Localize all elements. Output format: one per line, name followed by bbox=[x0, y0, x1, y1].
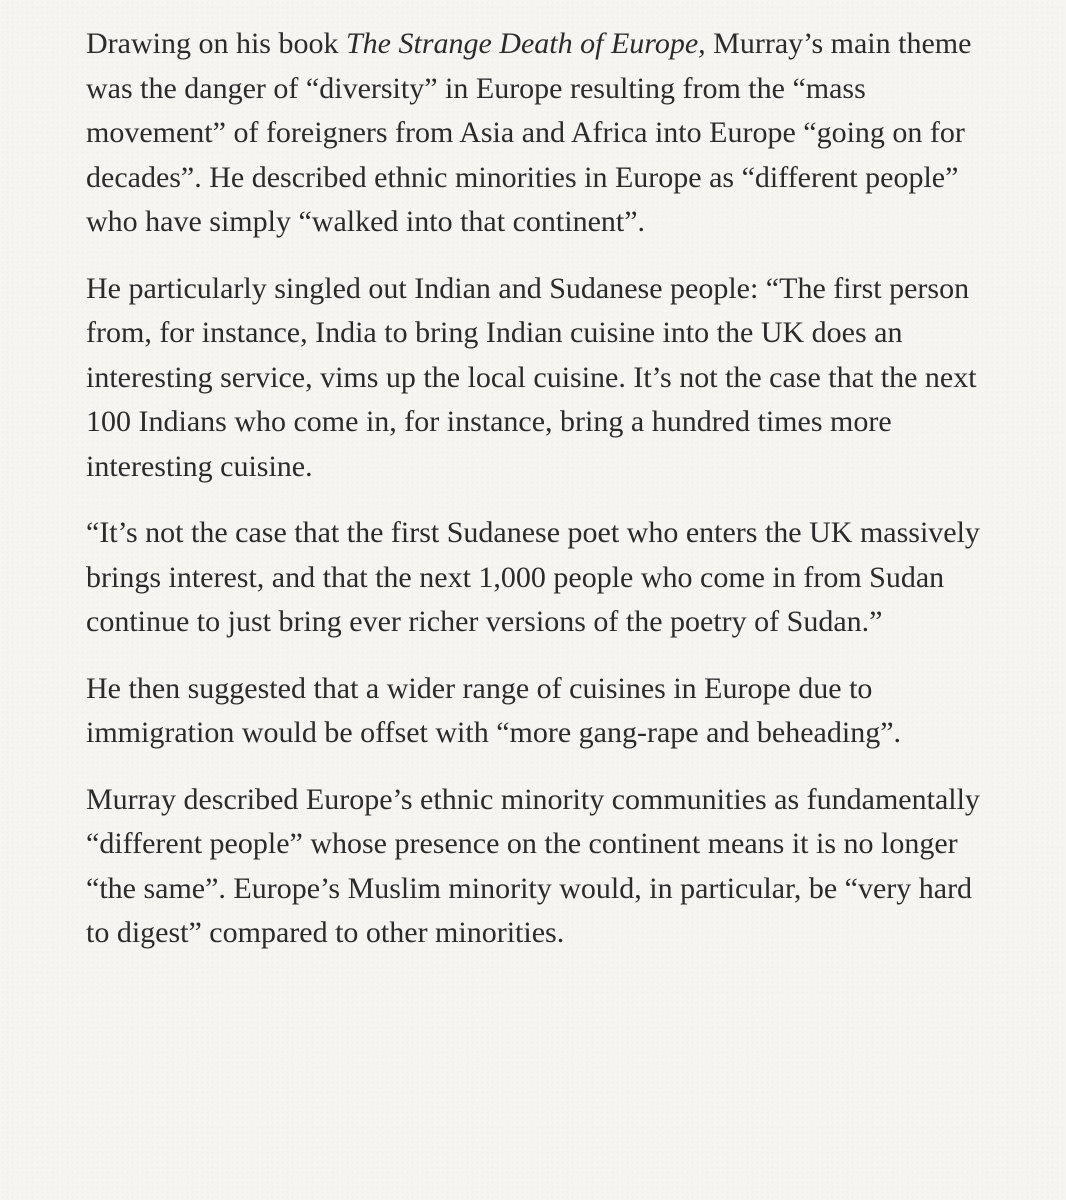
paragraph-5: Murray described Europe’s ethnic minority communities as fundamentally “different people” whose presence on the continent means it is no longer “the same”. Europe’s Muslim minority would, in particular, be “very hard to digest” compared to other minorities. bbox=[86, 782, 980, 949]
paragraph-1 bbox=[86, 22, 986, 245]
article-body bbox=[86, 22, 986, 978]
paragraph-1-rest: Murray’s main theme was the danger of “diversity” in Europe resulting from the “mass movement” of foreigners from Asia and Africa into Europe “going on for decades”. He described ethnic minorities in Europe as “different people” who have simply “walked into that continent”. bbox=[86, 27, 972, 238]
paragraph-3: “It’s not the case that the first Sudanese poet who enters the UK massively brings interest, and that the next 1,000 people who come in from Sudan continue to just bring ever richer versions of the poetry of Sudan.” bbox=[86, 516, 980, 638]
paragraph-4: He then suggested that a wider range of cuisines in Europe due to immigration would be offset with “more gang-rape and beheading”. bbox=[86, 671, 902, 749]
paragraph-2: He particularly singled out Indian and Sudanese people: “The first person from, for instance, India to bring Indian cuisine into the UK does an interesting service, vims up the local cuisine. It’s not the case that the next 100 Indians who come in, for instance, bring a hundred times more interesting cuisine. bbox=[86, 271, 977, 483]
book-title: The Strange Death of Europe, bbox=[345, 27, 706, 60]
paragraph-1-lead: Drawing on his book bbox=[86, 27, 346, 60]
